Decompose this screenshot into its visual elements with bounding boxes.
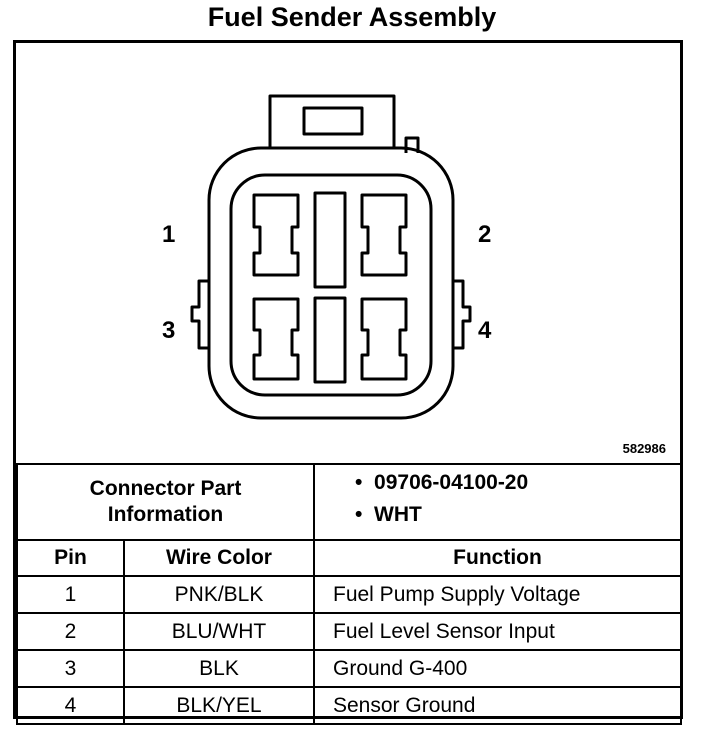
cell-pin: 4: [17, 687, 124, 724]
cell-function: Sensor Ground: [314, 687, 681, 724]
cell-function: Ground G-400: [314, 650, 681, 687]
housing-inner: [231, 175, 431, 395]
center-key-top: [315, 193, 345, 287]
header-function: Function: [314, 540, 681, 576]
center-key-bottom: [315, 298, 345, 382]
cell-function: Fuel Level Sensor Input: [314, 613, 681, 650]
pin-label-3: 3: [162, 317, 176, 344]
table-row: [17, 650, 681, 687]
cavity-pin-1: [254, 195, 298, 275]
pin-label-1: 1: [162, 221, 176, 248]
cell-wire-color: BLK/YEL: [124, 687, 314, 724]
header-wire-color: Wire Color: [124, 540, 314, 576]
list-item: • WHT: [355, 503, 422, 526]
cell-pin: 2: [17, 613, 124, 650]
cell-pin: 3: [17, 650, 124, 687]
connector-info-row: [17, 464, 681, 540]
connector-face-drawing: [16, 43, 680, 463]
table-row: [17, 613, 681, 650]
part-number: 582986: [622, 441, 666, 456]
latch: [270, 96, 394, 148]
connector-diagram: [16, 43, 680, 463]
page-title: Fuel Sender Assembly: [207, 2, 497, 32]
pin-label-2: 2: [478, 221, 492, 248]
cell-wire-color: BLK: [124, 650, 314, 687]
cavity-pin-4: [362, 299, 406, 379]
table-row: [17, 576, 681, 613]
cavity-pin-3: [254, 299, 298, 379]
table-header-row: [17, 540, 681, 576]
connector-info-items: [314, 464, 681, 540]
cell-wire-color: PNK/BLK: [124, 576, 314, 613]
connector-frame: [13, 40, 683, 719]
cell-pin: 1: [17, 576, 124, 613]
cell-function: Fuel Pump Supply Voltage: [314, 576, 681, 613]
list-item: • 09706-04100-20: [355, 471, 529, 494]
table-row: [17, 687, 681, 724]
pinout-table: [16, 463, 682, 725]
latch-window: [304, 108, 362, 134]
connector-info-label: Connector Part Information: [17, 464, 314, 540]
cell-wire-color: BLU/WHT: [124, 613, 314, 650]
pin-label-4: 4: [478, 317, 492, 344]
header-pin: Pin: [17, 540, 124, 576]
cavity-pin-2: [362, 195, 406, 275]
housing-outer: [209, 148, 453, 418]
